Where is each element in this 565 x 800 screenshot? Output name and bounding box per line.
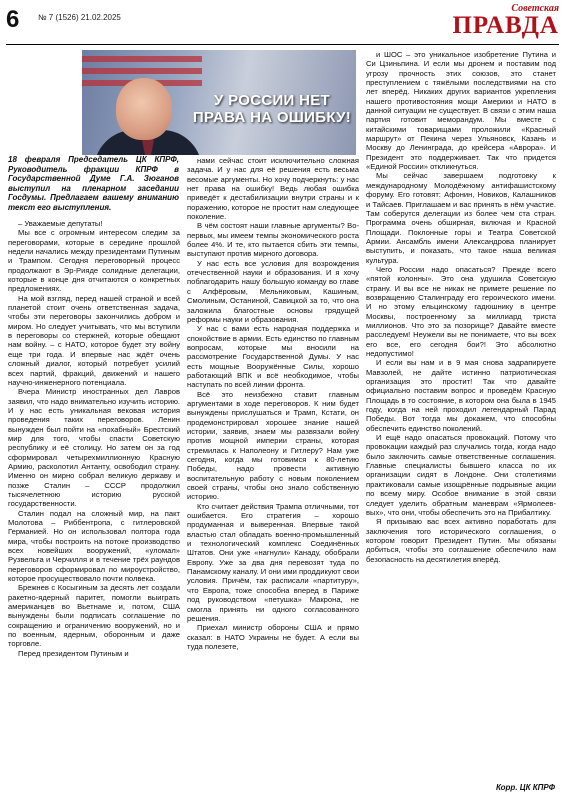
masthead-title: ПРАВДА bbox=[452, 12, 559, 39]
masthead-top: Советская bbox=[511, 3, 559, 14]
paragraph: Вчера Министр иностранных дел Лавров заявил, что надо внимательно изучить историю. И у нас есть уникальная вековая история проведения таких переговоров. Ленин вынужден был пойти на «похабный» Брестский мир для того, чтобы спасти Советскую республику и её столицу. Но затем он за год сформировал четырехмиллионную Красную Армию, расколотил Антанту, освободил страну. Именно он мирно собрал великую державу и позже Сталин – СССР продолжил тысячелетнюю историю русской государственности. bbox=[8, 387, 180, 509]
article-lead: 18 февраля Председатель ЦК КПРФ, Руководитель фракции КПРФ в Государственной Думе Г.А. Зюганов выступил на пленарном заседании Госдумы. Предлагаем вашему вниманию текст его выступления. bbox=[8, 155, 179, 212]
newspaper-masthead bbox=[437, 4, 559, 38]
photo-headline: У РОССИИ НЕТ ПРАВА НА ОШИБКУ! bbox=[192, 92, 352, 126]
paragraph: В чём состоят наши главные аргументы? Во-первых, мы имеем темпы экономического роста более 4%. И те, кто пытается сбить эти темпы, выступают против мирного договора. bbox=[187, 221, 359, 259]
paragraph: Мы сейчас завершаем подготовку к международному Молодёжному антифашистскому форуму. Его готовят: Афонин, Новиков, Калашников и Тайсаев. Приглашаем и вас принять в нём участие. Там соберутся делегации из более чем ста стран. Программа очень обширная, включая и Красной Площади. Поклонные горы и Театра Советской Армии. Ансамбль имени Александрова планирует выступить, и показать, что такое наша великая культура. bbox=[366, 171, 556, 265]
text-column-3 bbox=[366, 50, 556, 564]
paragraph: Перед президентом Путиным и bbox=[18, 648, 129, 658]
paragraph: Сталин подал на сложный мир, на пакт Молотова – Риббентропа, с гитлеровской Германией. Но он использовал полтора года мира, чтобы построить на потоке производство всех новейших вооружений, «уломал» Рузвельта и Черчилля и в течение трёх раундов переговоров сформировал по мироустройство, которое просуществовало почти полвека. bbox=[8, 508, 180, 584]
paragraph: Я призываю вас всех активно поработать для заключения того исторического соглашения, о котором говорит Президент Путин. Мы обязаны добиться, чтобы это соглашение обеспечило нам безопасность на десятилетия вперёд. bbox=[366, 517, 556, 564]
paragraph: Всё это неизбежно ставит главным аргументами в ходе переговоров. К ним будет вынуждены прислушаться и Трамп, Кстати, он продемонстрировал хорошее знание нашей истории, заявив, знаем мы развязали войну против мощной империи страны, которая стремилась к Наполеону и Гитлеру? Нам уже сегодня, когда мы готовимся к 80-летию Победы, надо провести активную воспитательную работу с новым поколением своей страны, чтобы оно знало собственную историю. bbox=[187, 389, 359, 502]
paragraph: – Уважаемые депутаты! bbox=[18, 219, 103, 228]
paragraph: Кто считает действия Трампа отличными, тот ошибается. Его стратегия – хорошо продуманная и выверенная. Впервые такой властью стал обладать военно-промышленный и технологический комплекс Соединённых Штатов. Они уже «нагнули» Канаду, обобрали Европу. Уже за два дня перевозят туда по Панамскому каналу. И они ими проддикуют свои условия. Причём, так расписали «партитуру», что Европа, тоже способна вперед в Париже под руководством «петушка» Макрона, не смогла принять ни одного согласованного решения. bbox=[187, 501, 359, 623]
header-rule bbox=[6, 44, 559, 45]
page-header bbox=[0, 0, 565, 50]
page-number: 6 bbox=[6, 6, 20, 33]
speaker-face bbox=[116, 78, 172, 140]
paragraph: У нас есть все условия для возрождения отечественной науки и образования. И я хочу поблагодарить нашу большую команду во главе с Алфёровым, Мельниковым, Кашиным, Смолиным, Останиной, Савицкой за то, что она заложила благостные основы грядущей реформы науки и образования. bbox=[187, 258, 359, 324]
issue-info: № 7 (1526) 21.02.2025 bbox=[38, 13, 121, 22]
paragraph: Чего России надо опасаться? Прежде всего «пятой колонны». Это она удушила Советскую страну. И вы все не никак не примете решение по возвращению Сталинграду его героического имени. И но этому ельцинскому гадюшнику в центре Москвы, построенному за миллиард триста миллионов. Что это за позорище? Давайте вместе расследуем! Неужели вы не понимаете, что вы всех его все, его сегодня бои?! Это абсолютно недопустимо! bbox=[366, 264, 556, 358]
text-column-2 bbox=[187, 156, 359, 651]
paragraph: нами сейчас стоит исключительно сложная задача. И у нас для её решения есть весьма весомые аргументы. Но хочу подчеркнуть: у нас нет права на ошибку! Ведь любая ошибка приведёт к дестабилизации внутри страны и к поражению, которое не простит нам следующее поколение. bbox=[187, 156, 359, 222]
article-signature: Корр. ЦК КПРФ bbox=[496, 783, 555, 792]
flag-stripe bbox=[82, 56, 202, 62]
paragraph: Брежнев с Косыгиным за десять лет создали ракетно-ядерный паритет, помогли выиграть американцев во Вьетнаме и, потом, США вынуждены были подписать соглашение по сокращению и ограничению вооружений, но и по военным, ядерным, оборонным и даже торговле. bbox=[8, 583, 180, 649]
speaker-figure bbox=[94, 68, 202, 155]
text-column-1 bbox=[8, 219, 180, 658]
paragraph: Мы все с огромным интересом следим за переговорами, которые в середине прошлой недели начались между президентами Путиным и Трампом. Сегодня переговорный процесс продолжают в Эр-Рияде солидные делегации, которые в конце дня отчитаются о конкретных предложениях. bbox=[8, 228, 180, 294]
paragraph: У нас с вами есть народная поддержка и спокойствие в армии. Есть единство по главным вопросам, которые мы вносили на рассмотрение Государственной Думы. У нас есть мощные Вооружённые Силы, хорошо работающий ВПК и всё необходимое, чтобы наступать по всей линии фронта. bbox=[187, 324, 359, 390]
paragraph: Приехал министр обороны США и прямо сказал: в НАТО Украины не будет. А если вы туда полезете, bbox=[187, 623, 359, 651]
paragraph: и ШОС – это уникальное изобретение Путина и Си Цзиньпина. И если мы дронем и поставим под угрозу прочность этих союзов, это станет преступлением с тяжёлыми последствиями на сто лет вперёд. Никаких других вариантов укрепления нашего противостояния мощи Америки и НАТО в данной ситуации не существует. В связи с этим наша партия готовит меморандум. Мы вместе с китайскими товарищами проложили «Красный маршрут» от Пекина через Ульяновск, Казань и Москву до Ленинграда, до крейсера «Аврора». И Президент это поддерживает. Так что придется «Единой России» откликнуться. bbox=[366, 50, 556, 172]
paragraph: И ещё надо опасаться провокаций. Потому что провокации каждый раз случались тогда, когда надо было заключить самые ответственные соглашения. Главные специалисты бывшего класса по их организации сидят в Лондоне. Они столетиями практиковали самые изощрённые подрывные акции по всему миру. Особое внимание в этой связи следует уделить обратным маневрам «Ярмолеев-вых», что они, чтобы обеспечить это на Прибалтику. bbox=[366, 433, 556, 517]
paragraph: И если вы нам и в 9 мая снова задрапируете Мавзолей, не дайте истинно патриотическая организация это простит! Так что давайте официально поставим вопрос и проведём Красную Площадь в то состояние, в котором она была в 1945 году, когда на ней проходил легендарный Парад Победы. Вот тогда мы докажем, что способны обеспечить единство поколений. bbox=[366, 358, 556, 433]
paragraph: На мой взгляд, перед нашей страной и всей планетой стоит очень ответственная задача, чтобы эти переговоры закончились добром и миром. Но следует учитывать, что мы вступили в переговоры со стержней, которые обещают нам войну. – с НАТО, которое будет эту войну еще три года. И впервые нас ждёт очень сложный диалог, который потребует усилий всех партий, фракций, движений и нашего научно-инженерного потенциала. bbox=[8, 293, 180, 387]
article-photo bbox=[82, 50, 356, 155]
